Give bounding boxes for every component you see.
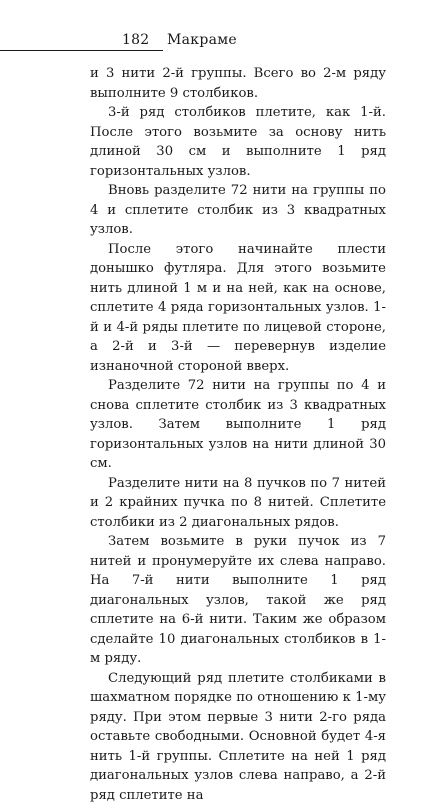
paragraph: После этого начинайте плести донышко футляра. Для этого возьмите нить длиной 1 м и на ней, как на основе, сплетите 4 ряда горизонтальных узлов. 1-й и 4-й ряды плетите по лицевой стороне, а 2-й и 3-й — перевернув изделие изнаночной стороной вверх. (90, 240, 386, 377)
body-text (90, 64, 386, 805)
paragraph: Затем возьмите в руки пучок из 7 нитей и пронумеруйте их слева направо. На 7-й нити выполните 1 ряд диагональных узлов, такой же ряд сплетите на 6-й нити. Таким же образом сделайте 10 диагональных столбиков в 1-м ряду. (90, 532, 386, 669)
paragraph: и 3 нити 2-й группы. Всего во 2-м ряду выполните 9 столбиков. (90, 64, 386, 103)
running-title: Макраме (167, 32, 237, 48)
page-header (0, 30, 426, 54)
header-rule (0, 50, 163, 51)
paragraph: Разделите 72 нити на группы по 4 и снова сплетите столбик из 3 квадратных узлов. Затем выполните 1 ряд горизонтальных узлов на нити длиной 30 см. (90, 376, 386, 474)
paragraph: Разделите нити на 8 пучков по 7 нитей и 2 крайних пучка по 8 нитей. Сплетите столбики из 2 диагональных рядов. (90, 474, 386, 533)
page-number: 182 (122, 32, 149, 48)
paragraph: 3-й ряд столбиков плетите, как 1-й. После этого возьмите за основу нить длиной 30 см и выполните 1 ряд горизонтальных узлов. (90, 103, 386, 181)
paragraph: Следующий ряд плетите столбиками в шахматном порядке по отношению к 1-му ряду. При этом первые 3 нити 2-го ряда оставьте свободными. Основной будет 4-я нить 1-й группы. Сплетите на ней 1 ряд диагональных узлов слева направо, а 2-й ряд сплетите на (90, 669, 386, 805)
paragraph: Вновь разделите 72 нити на группы по 4 и сплетите столбик из 3 квадратных узлов. (90, 181, 386, 240)
